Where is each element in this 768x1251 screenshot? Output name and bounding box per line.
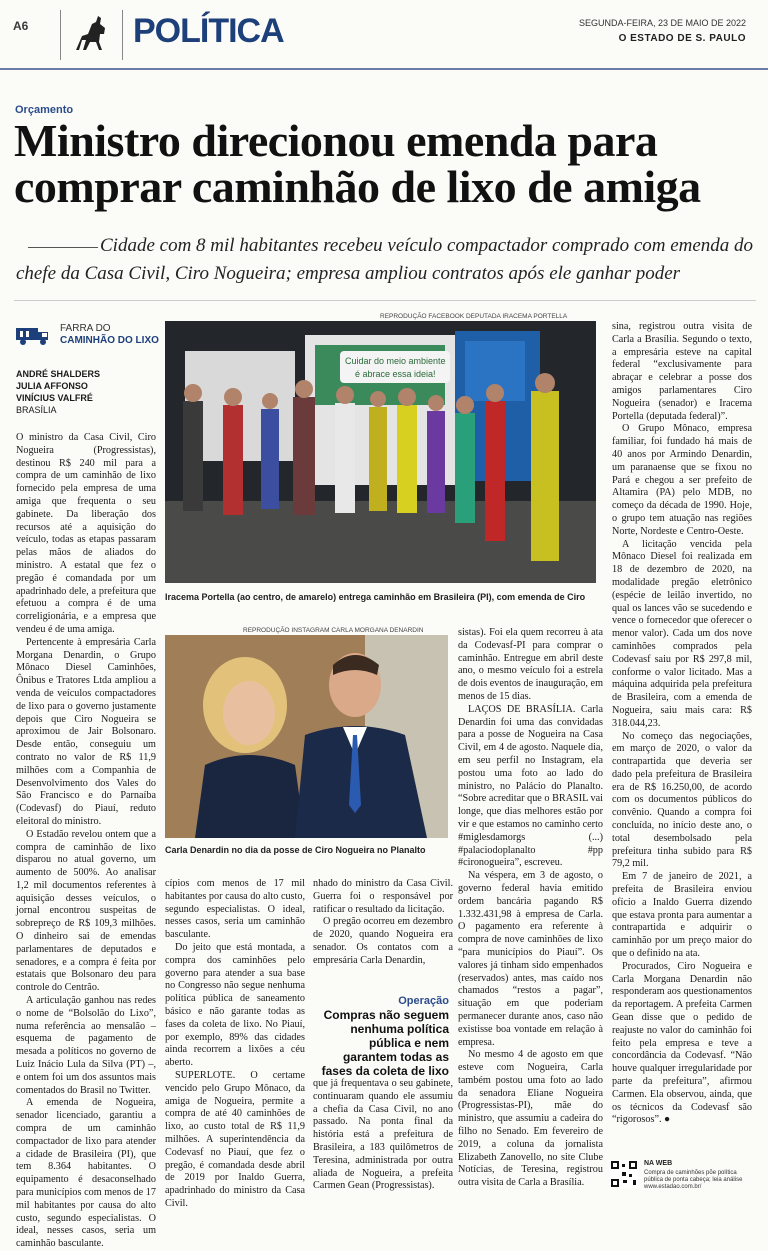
truck-delivery-illustration bbox=[165, 321, 596, 583]
paragraph: O Estadão revelou ontem que a compra de caminhão de lixo disparou no atual governo, um aumento de 500%. Ao analisar 1,2 mil documentos referentes à aquisição desses veículos, o jornal encontrou suspeitas de sobrepreço de R$ 109,3 milhões. O dinheiro sai de emendas parlamentares de deputados e senadores, e a compra é feita por estatais que Bolsonaro deu para controle do Centrão. bbox=[16, 828, 156, 994]
article-subhead: Cidade com 8 mil habitantes recebeu veículo compactador comprado com emenda do chefe da Casa Civil, Ciro Nogueira; empresa ampliou contratos após ele ganhar poder bbox=[16, 235, 754, 284]
page-number: A6 bbox=[13, 19, 29, 33]
header-divider bbox=[60, 10, 61, 60]
section-separator bbox=[14, 300, 756, 301]
truck-sign-line-1: Cuidar do meio ambiente bbox=[345, 356, 446, 366]
photo-caption: Iracema Portella (ao centro, de amarelo) entrega caminhão em Brasileira (PI), com emenda de Ciro bbox=[165, 592, 586, 602]
author-name: ANDRÉ SHALDERS bbox=[16, 369, 101, 379]
article-column-bottom-1 bbox=[165, 878, 305, 1209]
portrait-illustration bbox=[165, 635, 448, 838]
author-name: VINÍCIUS VALFRÉ bbox=[16, 393, 93, 403]
author-name: JULIA AFFONSO bbox=[16, 381, 88, 391]
photo-caption: Carla Denardin no dia da posse de Ciro Nogueira no Planalto bbox=[165, 845, 426, 855]
article-headline: Ministro direcionou emenda para comprar caminhão de lixo de amiga bbox=[14, 115, 701, 212]
paragraph: O Grupo Mônaco, empresa familiar, foi fundado há mais de 40 anos por Armindo Denardin, um paranaense que se fixou no Pará e chegou a ser prefeito de Altamira (PA) pelo MDB, no começo da década de 1990. Hoje, o grupo tem atuação nas regiões Norte, Nordeste e Centro-Oeste. bbox=[612, 423, 752, 537]
sidebar-quote: Compras não seguem nenhuma política pública e nem garantem todas as fases da coleta de lixo bbox=[321, 1008, 449, 1078]
series-tag-bottom: CAMINHÃO DO LIXO bbox=[60, 335, 159, 346]
truck-sign-line-2: é abrace essa ideia! bbox=[355, 369, 436, 379]
paragraph: Em 7 de janeiro de 2021, a prefeita de Brasileira enviou ofício a Inaldo Guerra dizendo que estava pronta para aumentar a contrapartida e adquirir o caminhão por um preço maior do que o definido na ata. bbox=[612, 871, 752, 960]
posse-portrait-photo bbox=[165, 635, 448, 838]
web-label: NA WEB bbox=[644, 1160, 673, 1167]
photo-credit: REPRODUÇÃO INSTAGRAM CARLA MORGANA DENARDIN bbox=[243, 627, 424, 634]
article-column-bottom-3 bbox=[313, 1078, 453, 1198]
article-kicker: Orçamento bbox=[15, 104, 74, 116]
paragraph: O ministro da Casa Civil, Ciro Nogueira (Progressistas), destinou R$ 240 mil para a compra de um caminhão de lixo fornecido pela empresa de uma amiga que frequenta o seu gabinete. Da liberação dos recursos até a aquisição do veículo, todas as etapas passaram pelas mãos de aliados do ministro. A estatal que fez o pregão é comandada por um apadrinhado dele, a prefeitura que efetuou a compra é de uma correligionária, e a empresa que vendeu é de uma amiga. bbox=[16, 432, 156, 635]
issue-date: SEGUNDA-FEIRA, 23 DE MAIO DE 2022 bbox=[578, 18, 746, 28]
series-tag-top: FARRA DO bbox=[60, 323, 111, 334]
newspaper-name: O ESTADO DE S. PAULO bbox=[618, 33, 746, 44]
article-column-bottom-2 bbox=[313, 878, 453, 993]
paragraph: SUPERLOTE. O certame vencido pelo Grupo Mônaco, da amiga de Nogueira, permite a compra de até 40 caminhões de lixo, ao custo total de R$ 11,9 milhões. A superintendência da Codevasf no Piauí, que fez o pregão, é comandada desde abril de 2019 por Inaldo Guerra, apadrinhado do ministro da Casa Civil. bbox=[165, 1069, 305, 1209]
dateline-city: BRASÍLIA bbox=[16, 405, 57, 415]
header-rule bbox=[0, 68, 768, 70]
sidebar-label: Operação bbox=[398, 995, 449, 1007]
paragraph: que já frequentava o seu gabinete, continuaram quando ele assumiu a chefia da Casa Civil, no ano passado. Na ponta final da história está a prefeitura de Brasileira, a 183 quilômetros de Teresina, administrada por outra aliada de Nogueira, a prefeita Carmen Gean (Progressistas). bbox=[313, 1078, 453, 1192]
qr-code-icon[interactable] bbox=[610, 1160, 638, 1188]
paragraph: sina, registrou outra visita de Carla a Brasília. Segundo o texto, a empresária esteve na capital federal “exclusivamente para abraçar e celebrar a posse dos amigos parlamentares Ciro Nogueira (senador) e Iracema Portella (deputada federal)”. bbox=[612, 321, 752, 422]
paragraph: sistas). Foi ela quem recorreu à ata da Codevasf-PI para comprar o caminhão. Entregue em abril deste ano, o mesmo veículo foi a estrela de dois eventos de inauguração, em menos de 15 dias. bbox=[458, 627, 603, 702]
article-column-right bbox=[612, 321, 752, 1126]
paragraph: Procurados, Ciro Nogueira e Carla Morgana Denardin não responderam aos questionamentos da reportagem. A prefeita Carmen Gean disse que o pedido de reajuste no valor do caminhão foi feito pela empresa e teve a concordância da Codevasf. “Não houve qualquer irregularidade por parte da prefeitura”, afirmou Carmen. Ela observou, ainda, que os técnicos da Codevasf são “rigorosos”. ● bbox=[612, 960, 752, 1126]
garbage-truck-icon bbox=[16, 326, 52, 346]
header-divider bbox=[122, 10, 123, 60]
paragraph: O pregão ocorreu em dezembro de 2020, quando Nogueira era senador. Os contatos com a empresária Carla Denardin, bbox=[313, 916, 453, 966]
subhead-rule bbox=[28, 247, 98, 248]
web-teaser[interactable]: Compra de caminhões põe política pública de ponta cabeça; leia análise www.estadao.com.br/ bbox=[644, 1170, 743, 1190]
truck-delivery-photo bbox=[165, 321, 596, 583]
horseman-logo-icon bbox=[72, 12, 110, 54]
paragraph: nhado do ministro da Casa Civil. Guerra foi o responsável por ratificar o resultado da licitação. bbox=[313, 878, 453, 915]
article-column-1 bbox=[16, 432, 156, 1250]
paragraph: No começo das negociações, em março de 2020, o valor da contrapartida que deveria ser dado pela prefeitura de Brasileira era de R$ 16.250,00, de acordo com os documentos públicos do convênio. Quando a compra foi concluída, no início deste ano, o total desembolsado pela prefeitura tinha subido para R$ 79,2 mil. bbox=[612, 730, 752, 870]
paragraph: A licitação vencida pela Mônaco Diesel foi realizada em 18 de dezembro de 2020, na modalidade pregão eletrônico (espécie de leilão invertido, no qual os lances vão se sucedendo e vence o fornecedor que oferecer o menor valor). Cada um dos nove caminhões comprados pela Codevasf saiu por R$ 297,8 mil, conforme o valor licitado. Mas a máquina adquirida pela prefeitura de Brasileira, com a emenda de Nogueira, saiu mais cara: R$ 318.044,23. bbox=[612, 538, 752, 729]
paragraph: Do jeito que está montada, a compra dos caminhões pelo governo para atender a sua base no Congresso não segue nenhuma política pública de saneamento básico e não garante todas as fases da coleta de lixo. No Piauí, por exemplo, 89% das cidades ainda recorrem a lixões a céu aberto. bbox=[165, 941, 305, 1069]
section-title: POLÍTICA bbox=[133, 12, 284, 50]
paragraph: Pertencente à empresária Carla Morgana Denardin, o Grupo Mônaco Diesel Caminhões, Ônibus e Tratores Ltda ampliou a venda de veículos compactadores de lixo para o governo justamente depois que Ciro Nogueira se aproximou de Jair Bolsonaro. Desde então, conseguiu um contrato no valor de R$ 11,9 milhões com a Companhia de Desenvolvimento dos Vales do São Francisco e do Parnaíba (Codevasf) do Piauí, reduto eleitoral do ministro. bbox=[16, 636, 156, 827]
paragraph: cípios com menos de 17 mil habitantes por causa do alto custo, segundo especialistas. O ideal, nesses casos, seria um caminhão basculante. bbox=[165, 878, 305, 941]
byline bbox=[16, 368, 100, 416]
paragraph: A articulação ganhou nas redes o nome de “Bolsolão do Lixo”, numa referência ao mensalão – esquema de pagamento de mesada a políticos no governo de Luiz Inácio Lula da Silva (PT) –, e ontem foi um dos assuntos mais comentados do Brasil no Twitter. bbox=[16, 995, 156, 1096]
paragraph: A emenda de Nogueira, senador licenciado, garantiu a compra de um caminhão compactador de lixo para atender a cidade de Brasileira (PI), que tem 8.364 habitantes. O equipamento é desaconselhado para municípios com menos de 17 mil habitantes por causa do alto custo, segundo especialistas. O ideal, nesses casos, seria um caminhão basculante. bbox=[16, 1097, 156, 1250]
photo-credit: REPRODUÇÃO FACEBOOK DEPUTADA IRACEMA PORTELLA bbox=[380, 313, 568, 320]
paragraph: LAÇOS DE BRASÍLIA. Carla Denardin foi uma das convidadas para a posse de Nogueira na Casa Civil, em 4 de agosto. Naquele dia, em seu perfil no Instagram, ela postou uma foto ao lado do ministro, no Palácio do Planalto. “Sobre acreditar que o BRASIL vai longe, que dias melhores estão por vir e que estamos no caminho certo #miglesdamorgs (...) #palaciodoplanalto #pp #cironogueira”, escreveu. bbox=[458, 703, 603, 869]
article-column-mid bbox=[458, 627, 603, 1197]
paragraph: Na véspera, em 3 de agosto, o governo federal havia emitido ordem bancária pagando R$ 1.332.431,98 à empresa de Carla. O pagamento era referente à compra de nove caminhões de lixo “para municípios do Piauí”. Os valores já tinham sido empenhados (reservados) antes, mas caído nos chamados “restos a pagar”, situação em que poderiam permanecer durante anos, caso não existisse boa vontade em relação à empresa. bbox=[458, 870, 603, 1048]
paragraph: No mesmo 4 de agosto em que esteve com Nogueira, Carla também postou uma foto ao lado da senadora Eliane Nogueira (Progressistas-PI), mãe do ministro, que assumiu a cadeira do filho no Senado. Em fevereiro de 2019, a coluna da jornalista Elizabeth Zanovello, no site Clube Notícias, de Teresina, registrou outra visita de Carla a Brasília. bbox=[458, 1049, 603, 1189]
